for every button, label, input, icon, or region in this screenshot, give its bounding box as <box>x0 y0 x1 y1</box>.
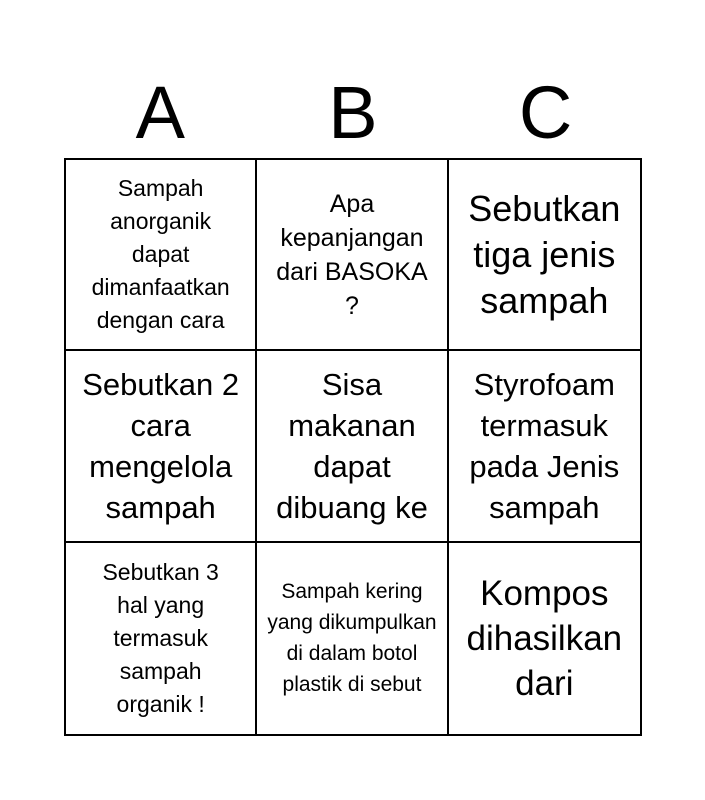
bingo-cell-a2[interactable] <box>66 351 257 542</box>
bingo-cell-c3[interactable] <box>449 543 640 734</box>
column-header-c: C <box>518 71 573 154</box>
cell-text: Sampah kering yang dikumpulkan di dalam botol plastik di sebut <box>267 580 437 697</box>
column-header-a: A <box>135 71 185 154</box>
cell-text: Sampah anorganik dapat dimanfaatkan dengan cara <box>91 175 230 334</box>
cell-text: Sebutkan 2 cara mengelola sampah <box>82 366 240 525</box>
cell-text: Sisa makanan dapat dibuang ke <box>276 366 428 525</box>
cell-text: Apa kepanjangan dari BASOKA ? <box>276 189 428 320</box>
cell-text: Sebutkan tiga jenis sampah <box>468 187 621 321</box>
bingo-cell-c2[interactable] <box>449 351 640 542</box>
bingo-grid <box>64 158 642 736</box>
bingo-cell-b1[interactable] <box>257 160 448 351</box>
bingo-cell-b3[interactable] <box>257 543 448 734</box>
column-header-row <box>64 70 642 155</box>
bingo-cell-a1[interactable] <box>66 160 257 351</box>
cell-text: Kompos dihasilkan dari <box>466 573 623 703</box>
bingo-cell-b2[interactable] <box>257 351 448 542</box>
bingo-cell-a3[interactable] <box>66 543 257 734</box>
cell-text: Sebutkan 3 hal yang termasuk sampah organik ! <box>102 558 219 717</box>
cell-text: Styrofoam termasuk pada Jenis sampah <box>469 366 620 525</box>
column-header-b: B <box>328 71 378 154</box>
bingo-cell-c1[interactable] <box>449 160 640 351</box>
